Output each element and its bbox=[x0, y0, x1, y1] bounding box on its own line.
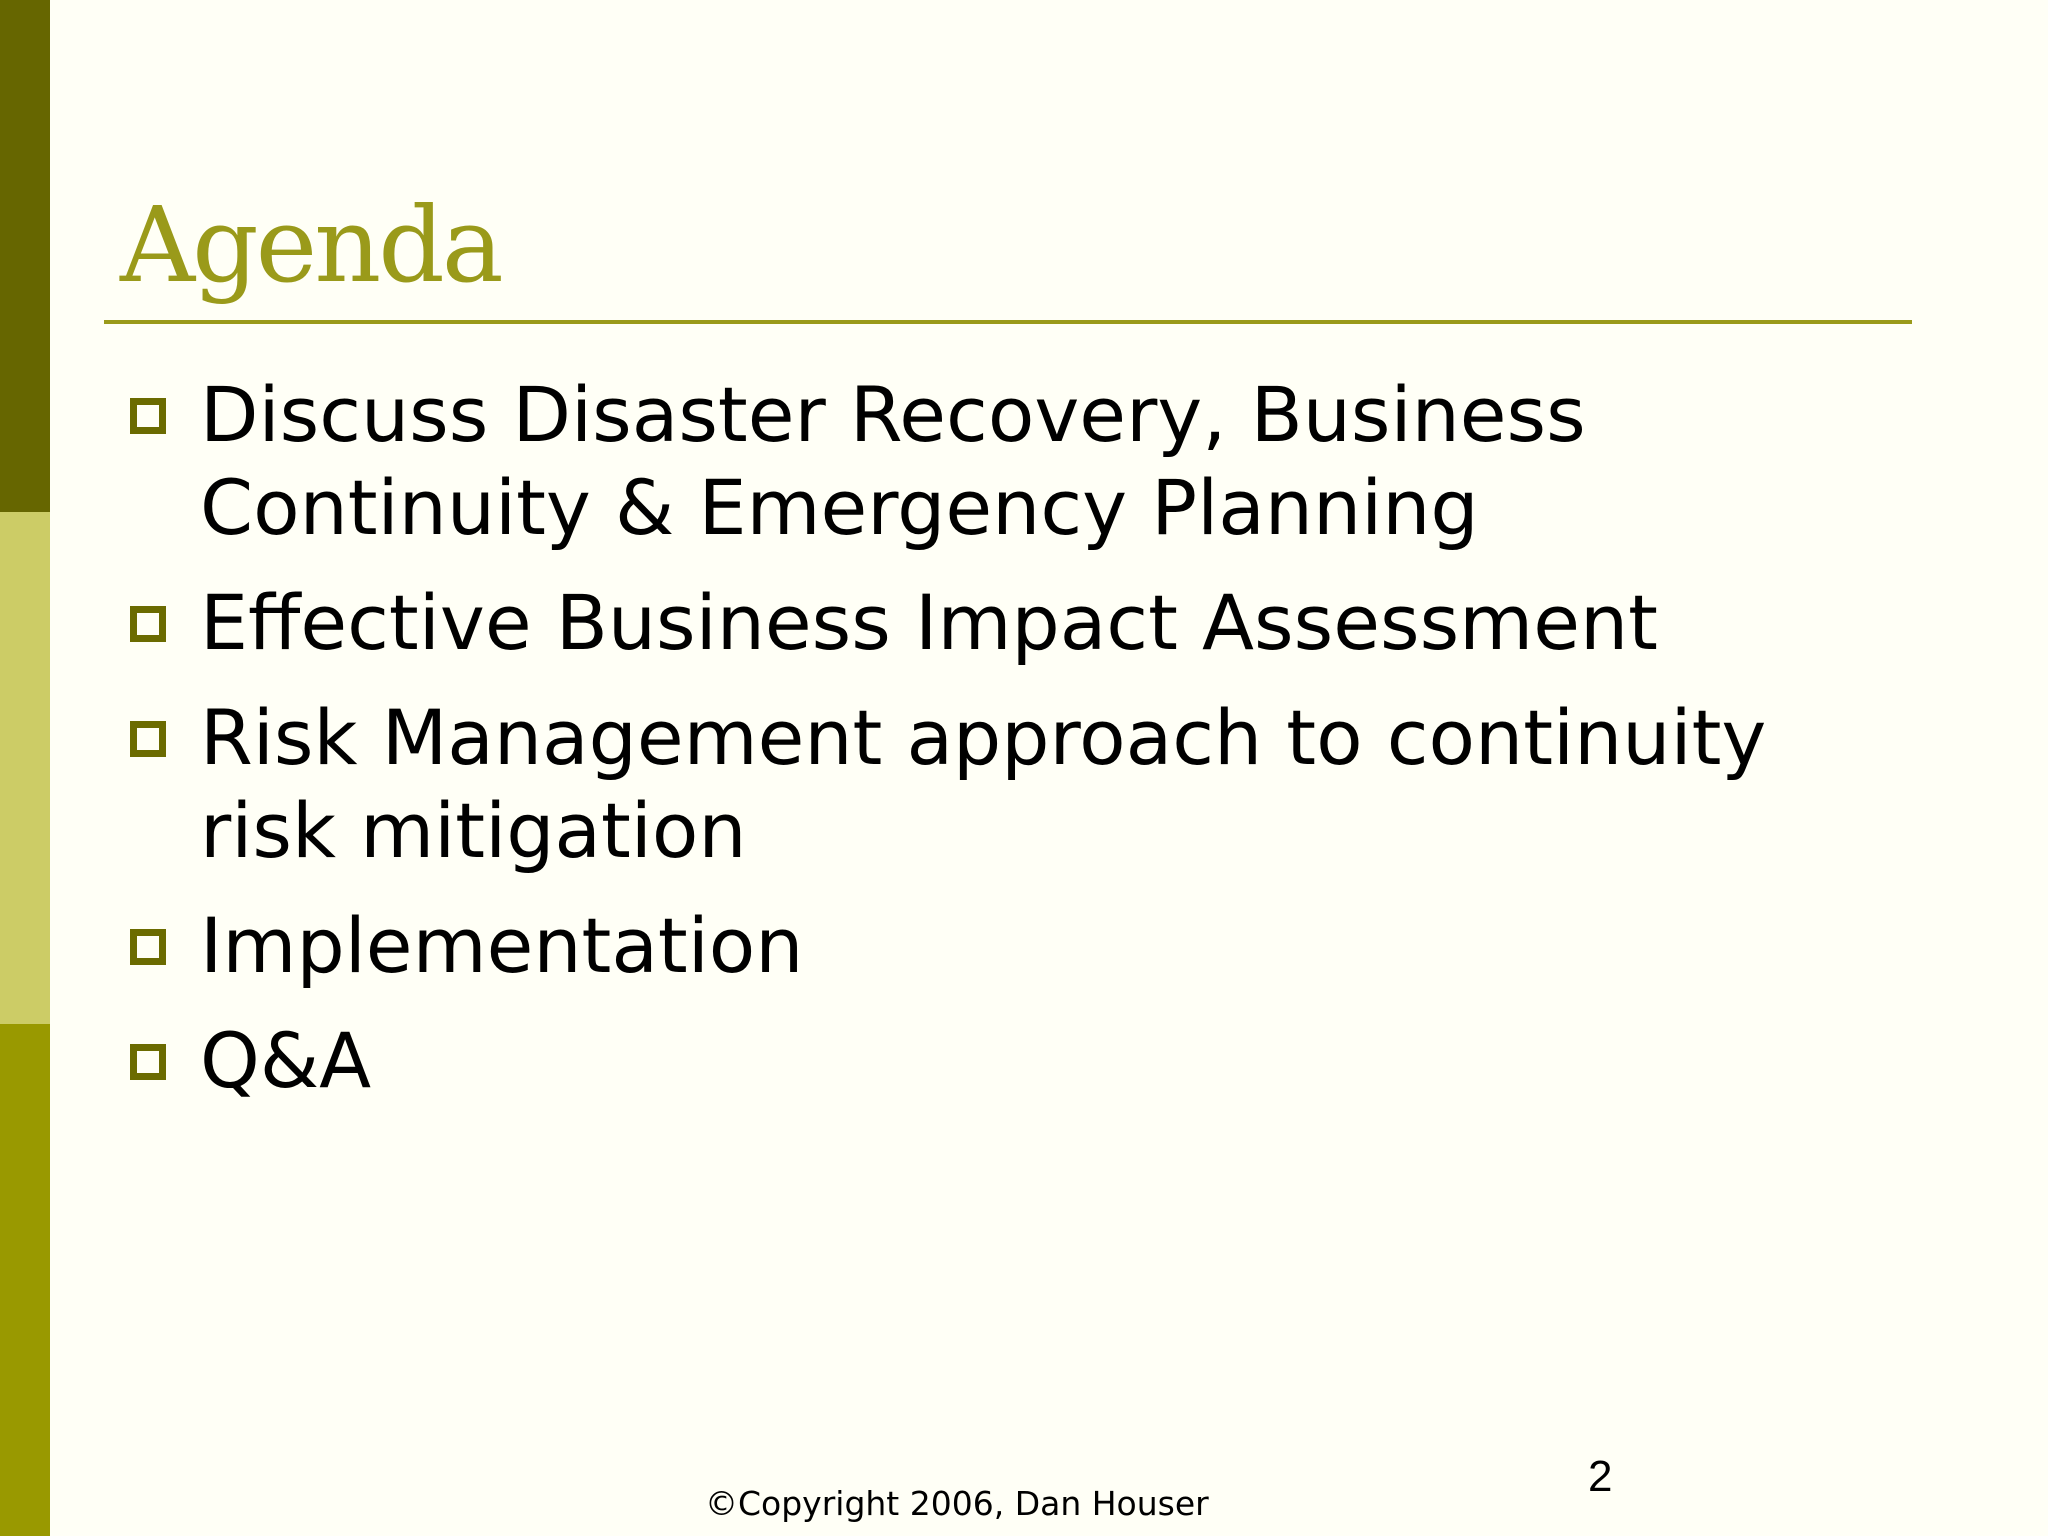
page-number: 2 bbox=[1588, 1452, 1613, 1501]
bullet-text: Implementation bbox=[200, 901, 804, 990]
list-item bbox=[130, 1014, 1890, 1107]
accent-bar-middle bbox=[0, 512, 50, 1024]
square-bullet-icon bbox=[130, 1044, 166, 1080]
bullet-text: Discuss Disaster Recovery, Business Continuity & Emergency Planning bbox=[200, 370, 1586, 552]
copyright-footer: ©Copyright 2006, Dan Houser bbox=[705, 1484, 1209, 1523]
accent-bar-bottom bbox=[0, 1024, 50, 1536]
list-item bbox=[130, 576, 1890, 669]
square-bullet-icon bbox=[130, 721, 166, 757]
list-item bbox=[130, 368, 1890, 554]
agenda-list bbox=[130, 368, 1890, 1129]
square-bullet-icon bbox=[130, 398, 166, 434]
slide-title: Agenda bbox=[120, 184, 501, 306]
bullet-text: Effective Business Impact Assessment bbox=[200, 578, 1658, 667]
list-item bbox=[130, 691, 1890, 877]
bullet-text: Risk Management approach to continuity risk mitigation bbox=[200, 693, 1767, 875]
left-accent-bar bbox=[0, 0, 50, 1536]
title-underline bbox=[104, 320, 1912, 324]
accent-bar-top bbox=[0, 0, 50, 512]
square-bullet-icon bbox=[130, 929, 166, 965]
square-bullet-icon bbox=[130, 606, 166, 642]
list-item bbox=[130, 899, 1890, 992]
bullet-text: Q&A bbox=[200, 1016, 372, 1105]
